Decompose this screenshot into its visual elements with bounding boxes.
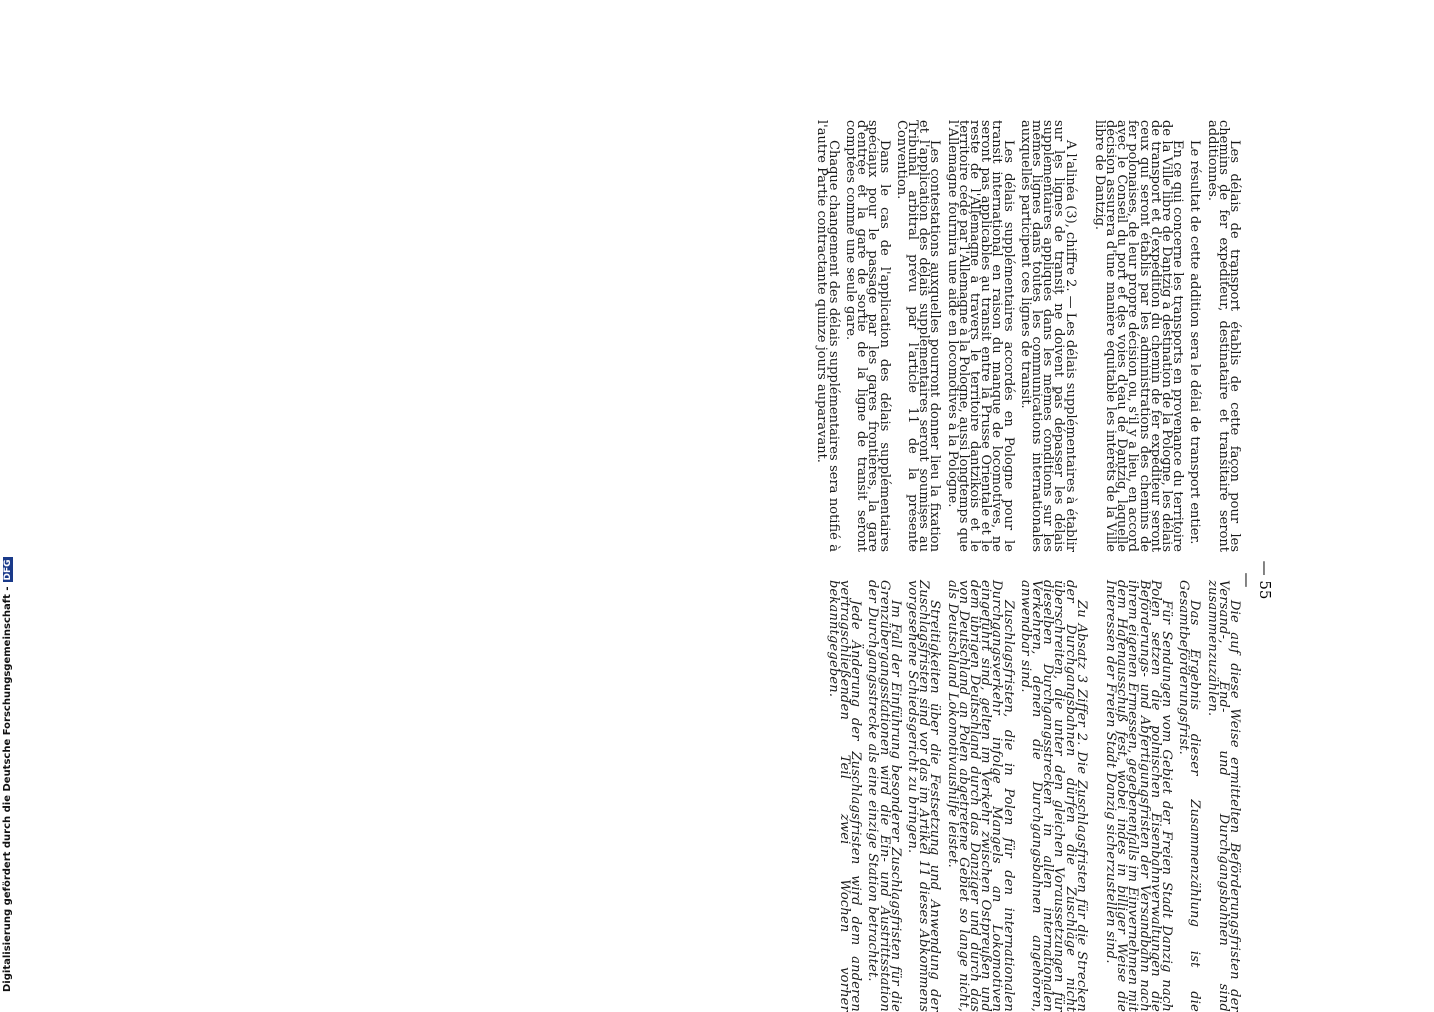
de-paragraph-3: Für Sendungen vom Gebiet der Freien Stadt Danzig nach Polen setzen die polnischen Eisenbahnverwaltungen die Beförderungs- und Abfertigungsfristen der Versandbahn nach ihrem eigenen Ermessen, gegebenenfalls im Einvernehmen mit dem Hafenausschuß fest, wobei indes in billiger Weise die Interessen der Freien Stadt Danzig sicherzustellen sind. (1102, 580, 1174, 1012)
footer-text: Digitalisierung gefördert durch die Deutsche Forschungsgemeinschaft - (2, 586, 13, 992)
fr-paragraph-3: En ce qui concerne les transports en provenance du territoire de la Ville libre de Dantzig à destination de la Pologne, les délais de transport et d'expédition du chemin de fer expéditeur seront ceux qui seront établis par les administrations des chemins de fer polonaises, de leur propre décision ou, s'il y a lieu, en accord avec le Conseil du port et des voies d'eau de Dantzig, laquelle décision assurera d'une manière équitable les intérêts de la Ville libre de Dantzig. (1091, 120, 1186, 552)
de-paragraph-8: Jede Änderung der Zuschlagsfristen wird dem anderen vertragschließenden Teil zwei Wochen vorher bekanntgegeben. (825, 580, 864, 1012)
german-column (822, 580, 1241, 1012)
french-column (810, 120, 1240, 552)
fr-paragraph-7: Dans le cas de l'application des délais supplémentaires spéciaux pour le passage par les gares frontières, la gare d'entrée et la gare de sortie de la ligne de transit seront comptées comme une seule gare. (842, 120, 892, 552)
de-paragraph-6: Streitigkeiten über die Festsetzung und Anwendung der Zuschlagsfristen sind vor das im Artikel 11 dieses Abkommens vorgesehene Schiedsgericht zu bringen. (904, 580, 943, 1012)
de-paragraph-7: Im Fall der Einführung besonderer Zuschlagsfristen für die Grenzübergangsstationen wird die Ein- und Austrittsstation der Durchgangsstrecke als eine einzige Station betrachtet. (865, 580, 903, 1012)
de-paragraph-4: Zu Absatz 3 Ziffer 2. Die Zuschlagsfristen für die Strecken der Durchgangsbahnen dürfen die Zuschläge nicht überschreiten, die unter den gleichen Voraussetzungen für dieselben Durchgangsstrecken in allen internationalen Verkehren, denen die Durchgangsbahnen angehören, anwendbar sind. (1017, 580, 1089, 1012)
de-paragraph-2: Das Ergebnis dieser Zusammenzählung ist die Gesamtbeförderungsfrist. (1176, 580, 1203, 1012)
dfg-logo: DFG (3, 559, 13, 581)
fr-paragraph-1: Les délais de transport établis de cette façon pour les chemins de fer expéditeur, destinataire et transitaire seront additionnés. (1204, 120, 1242, 552)
fr-paragraph-6: Les contestations auxquelles pourront donner lieu la fixation et l'application des délais supplémentaires seront soumises au Tribunal arbitral prévu par l'article 11 de la présente Convention. (893, 120, 943, 552)
page-number: — 55 — (1238, 560, 1274, 600)
de-paragraph-5: Zuschlagsfristen, die in Polen für den internationalen Durchgangsverkehr infolge Mangels an Lokomotiven eingeführt sind, gelten im Verkehr zwischen Ostpreußen und dem übrigen Deutschland durch das Danziger und durch das von Deutschland an Polen abgetretene Gebiet so lange nicht, als Deutschland Lokomotivaushilfe leistet. (944, 580, 1016, 1012)
fr-paragraph-8: Chaque changement des délais supplémentaires sera notifié à l'autre Partie contractante quinze jours auparavant. (814, 120, 841, 552)
fr-paragraph-2: Le résultat de cette addition sera le délai de transport entier. (1187, 140, 1203, 545)
fr-paragraph-4: A l'alinéa (3), chiffre 2. — Les délais supplémentaires à établir sur les lignes de transit ne doivent pas dépasser les délais supplémentaires appliqués dans les mêmes conditions sur les mêmes lignes dans toutes les communications internationales auxquelles participent ces lignes de transit. (1017, 120, 1078, 552)
fr-paragraph-5: Les délais supplémentaires accordés en Pologne pour le transit international en raison du manque de locomotives, ne seront pas applicables au transit entre la Prusse Orientale et le reste de l'Allemagne à travers le territoire dantzikois et le territoire cédé par l'Allemagne à la Pologne, aussi longtemps que l'Allemagne fournira une aide en locomotives à la Pologne. (944, 120, 1016, 552)
de-paragraph-1: Die auf diese Weise ermittelten Beförderungsfristen der Versand-, End- und Durchgangsbahnen sind zusammenzuzählen. (1204, 580, 1242, 1012)
digitization-footer (2, 557, 13, 992)
